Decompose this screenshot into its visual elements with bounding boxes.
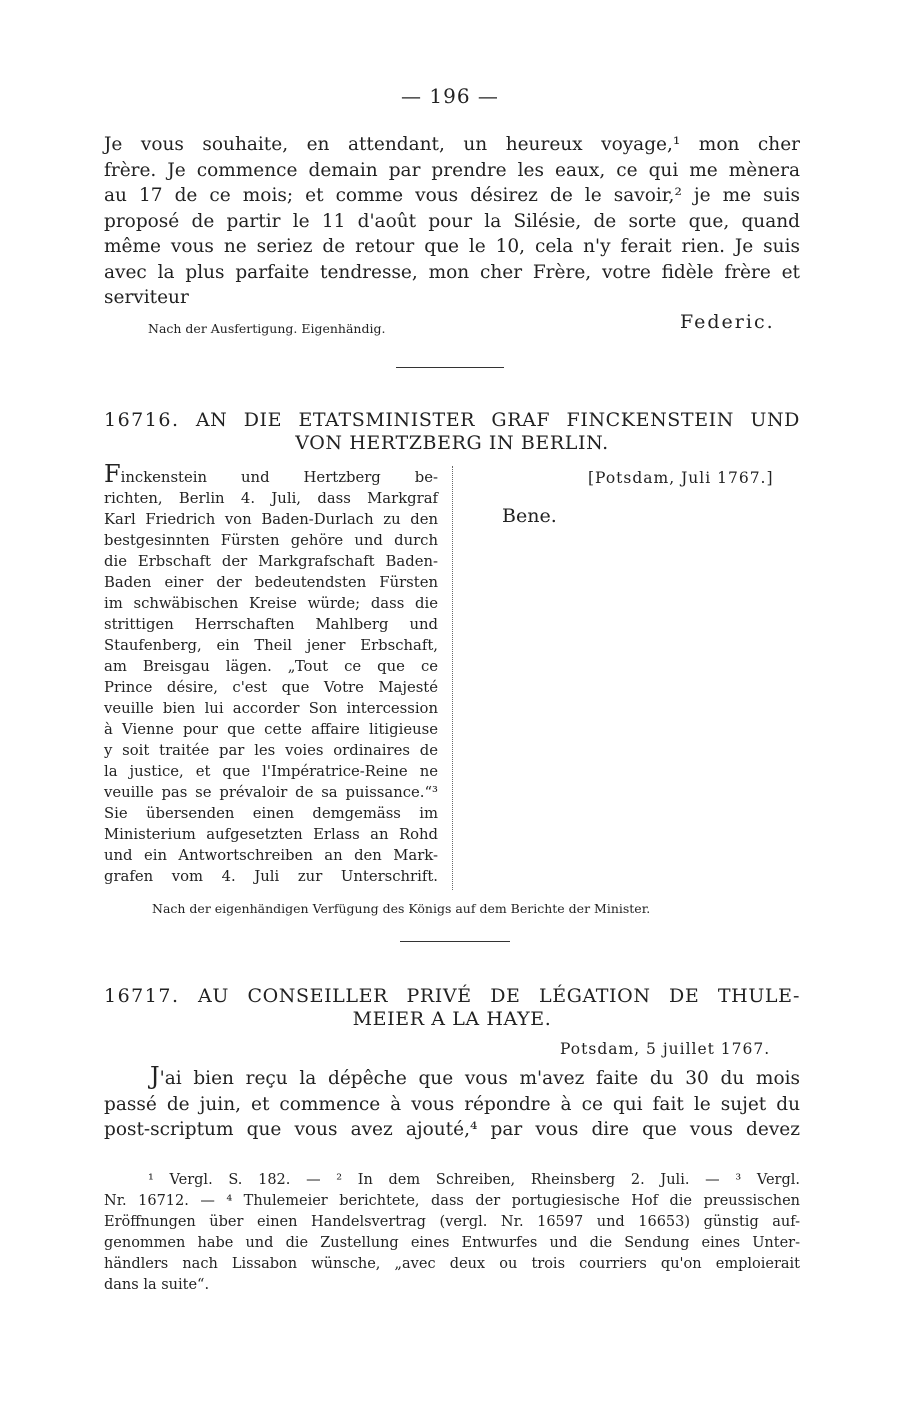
summary-line: à Vienne pour que cette affaire litigieuse: [104, 721, 438, 738]
letter-line: avec la plus parfaite tendresse, mon cher Frère, votre fidèle frère et: [104, 261, 800, 283]
summary-line: am Breisgau lägen. „Tout ce que ce: [104, 658, 438, 675]
footnote-line: Nr. 16712. — ⁴ Thulemeier berichtete, dass der portugiesische Hof die preussischen: [104, 1193, 800, 1209]
summary-line: und ein Antwortschreiben an den Mark-: [104, 847, 438, 864]
letter-line: serviteur: [104, 287, 189, 308]
initial-letter: J: [150, 1062, 160, 1090]
heading-line: [104, 409, 800, 432]
summary-line: bestgesinnten Fürsten gehöre und durch: [104, 532, 438, 549]
letter-line: Je vous souhaite, en attendant, un heureux voyage,¹ mon cher: [104, 134, 800, 155]
summary-line: Finckenstein und Hertzberg be-: [104, 460, 438, 488]
dateline: [Potsdam, Juli 1767.]: [588, 469, 774, 487]
summary-line: Baden einer der bedeutendsten Fürsten: [104, 574, 438, 591]
letter-body: [104, 132, 800, 311]
summary-line: y soit traitée par les voies ordinaires de: [104, 742, 438, 759]
report-summary: [104, 460, 438, 887]
summary-line: Staufenberg, ein Theil jener Erbschaft,: [104, 637, 438, 654]
section-divider: [400, 941, 510, 942]
document-number: 16717.: [104, 985, 180, 1007]
heading-line: MEIER A LA HAYE.: [352, 1008, 552, 1030]
letter-line: frère. Je commence demain par prendre les eaux, ce qui me mènera: [104, 159, 800, 181]
heading-line: [104, 985, 800, 1008]
footnote-line: dans la suite“.: [104, 1277, 210, 1293]
summary-line: Karl Friedrich von Baden-Durlach zu den: [104, 511, 438, 528]
letter-body: [104, 1062, 800, 1143]
section-heading: [104, 985, 800, 1031]
section-heading: [104, 409, 800, 455]
summary-line: grafen vom 4. Juli zur Unterschrift.: [104, 868, 438, 885]
letter-line: même vous ne seriez de retour que le 10, cela n'y ferait rien. Je suis: [104, 236, 800, 257]
column-separator: [452, 466, 453, 890]
footnote-line: Eröffnungen über einen Handelsvertrag (vergl. Nr. 16597 und 16653) günstig auf-: [104, 1214, 800, 1230]
summary-line: Prince désire, c'est que Votre Majesté: [104, 679, 438, 696]
section-divider: [396, 367, 504, 368]
summary-line: strittigen Herrschaften Mahlberg und: [104, 616, 438, 633]
footnote-line: genommen habe und die Zustellung eines Entwurfes und die Sendung eines Unter-: [104, 1235, 800, 1251]
letter-line: post-scriptum que vous avez ajouté,⁴ par vous dire que vous devez: [104, 1119, 800, 1140]
heading-line: VON HERTZBERG IN BERLIN.: [295, 432, 609, 454]
footnotes: [104, 1170, 800, 1296]
royal-reply: Bene.: [502, 505, 557, 527]
letter-line: proposé de partir le 11 d'août pour la Silésie, de sorte que, quand: [104, 210, 800, 232]
page-number: — 196 —: [401, 84, 499, 108]
initial-letter: F: [104, 460, 121, 488]
dateline: Potsdam, 5 juillet 1767.: [560, 1040, 771, 1058]
summary-line: Ministerium aufgesetzten Erlass an Rohd: [104, 826, 438, 843]
summary-line: Sie übersenden einen demgemäss im: [104, 805, 438, 822]
letter-line: passé de juin, et commence à vous répondre à ce qui fait le sujet du: [104, 1093, 800, 1115]
source-note: Nach der eigenhändigen Verfügung des Königs auf dem Berichte der Minister.: [152, 901, 651, 916]
signature: Federic.: [680, 311, 775, 333]
footnote-line: ¹ Vergl. S. 182. — ² In dem Schreiben, Rheinsberg 2. Juli. — ³ Vergl.: [148, 1172, 800, 1188]
footnote-line: händlers nach Lissabon wünsche, „avec deux ou trois courriers qu'on emploierait: [104, 1256, 800, 1272]
document-number: 16716.: [104, 409, 180, 431]
summary-line: veuille pas se prévaloir de sa puissance.“³: [104, 784, 438, 801]
letter-line: J'ai bien reçu la dépêche que vous m'avez faite du 30 du mois: [150, 1062, 800, 1090]
letter-line: au 17 de ce mois; et comme vous désirez de le savoir,² je me suis: [104, 185, 800, 206]
summary-line: la justice, et que l'Impératrice-Reine ne: [104, 763, 438, 780]
heading-title: AU CONSEILLER PRIVÉ DE LÉGATION DE THULE-: [198, 985, 800, 1007]
source-note: Nach der Ausfertigung. Eigenhändig.: [148, 321, 386, 336]
heading-title: AN DIE ETATSMINISTER GRAF FINCKENSTEIN UND: [195, 409, 800, 431]
summary-line: veuille bien lui accorder Son intercession: [104, 700, 438, 717]
summary-line: richten, Berlin 4. Juli, dass Markgraf: [104, 490, 438, 507]
summary-line: im schwäbischen Kreise würde; dass die: [104, 595, 438, 612]
summary-line: die Erbschaft der Markgrafschaft Baden-: [104, 553, 438, 570]
